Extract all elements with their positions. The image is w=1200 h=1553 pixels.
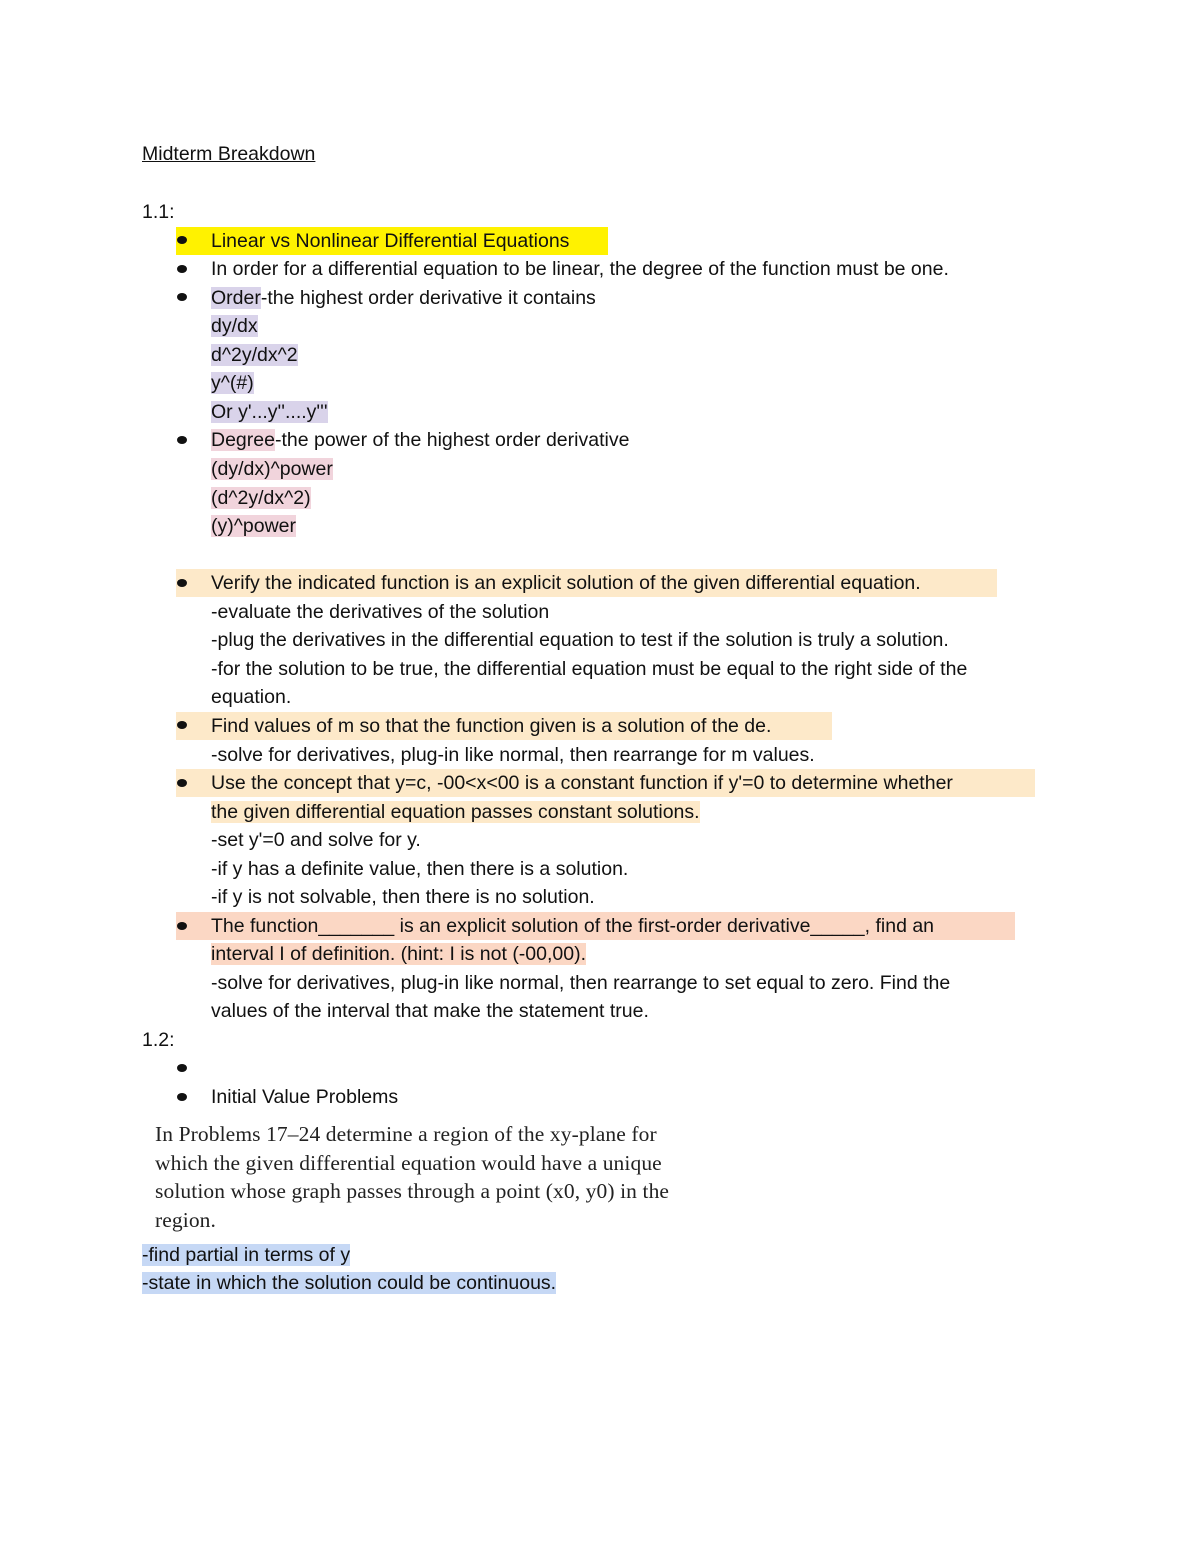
section-heading-1-2: 1.2: [142, 1029, 175, 1051]
degree-example: (y)^power [211, 515, 296, 537]
step-text: -evaluate the derivatives of the solution [211, 601, 550, 623]
excerpt-line: which the given differential equation would have a unique [155, 1150, 662, 1175]
bullet-icon [177, 721, 187, 729]
bullet-constant-solution: Use the concept that y=c, -00<x<00 is a constant function if y'=0 to determine whether [211, 772, 953, 794]
textbook-excerpt [155, 1120, 745, 1235]
step-text: equation. [211, 686, 292, 708]
bullet-linear-condition: In order for a differential equation to be linear, the degree of the function must be one. [211, 258, 949, 280]
order-example: Or y'...y''....y''' [211, 401, 328, 423]
bullet-icon [177, 922, 187, 930]
step-text: -solve for derivatives, plug-in like normal, then rearrange to set equal to zero. Find the [211, 972, 951, 994]
order-example: dy/dx [211, 315, 258, 337]
note-continuous: -state in which the solution could be continuous. [142, 1272, 557, 1294]
section-heading-1-1: 1.1: [142, 201, 175, 223]
bullet-icon [177, 265, 187, 273]
order-example: y^(#) [211, 372, 254, 394]
bullet-interval-definition: The function_______ is an explicit solution of the first-order derivative_____, find an [211, 915, 935, 937]
order-definition: -the highest order derivative it contains [260, 287, 596, 309]
step-text: -for the solution to be true, the differential equation must be equal to the right side of the [211, 658, 968, 680]
step-text: -plug the derivatives in the differential equation to test if the solution is truly a solution. [211, 629, 949, 651]
degree-example: (d^2y/dx^2) [211, 487, 311, 509]
order-term: Order [211, 287, 261, 309]
bullet-initial-value-problems: Initial Value Problems [211, 1086, 399, 1108]
bullet-degree [211, 428, 629, 452]
excerpt-line: In Problems 17–24 determine a region of the xy-plane for [155, 1122, 657, 1146]
degree-term: Degree [211, 429, 275, 451]
bullet-constant-solution-cont: the given differential equation passes constant solutions. [211, 801, 700, 823]
bullet-find-m: Find values of m so that the function given is a solution of the de. [211, 715, 772, 737]
bullet-order [211, 286, 596, 310]
step-text: -solve for derivatives, plug-in like normal, then rearrange for m values. [211, 744, 815, 766]
bullet-verify-solution: Verify the indicated function is an explicit solution of the given differential equation. [211, 572, 921, 594]
step-text: -if y is not solvable, then there is no solution. [211, 886, 595, 908]
page-title: Midterm Breakdown [142, 143, 316, 165]
order-example: d^2y/dx^2 [211, 344, 298, 366]
bullet-icon [177, 1064, 187, 1072]
bullet-icon [177, 579, 187, 587]
note-partial: -find partial in terms of y [142, 1244, 351, 1266]
bullet-icon [177, 779, 187, 787]
bullet-icon [177, 436, 187, 444]
degree-example: (dy/dx)^power [211, 458, 333, 480]
excerpt-line: region. [155, 1208, 217, 1233]
bullet-icon [177, 293, 187, 301]
bullet-icon [177, 236, 187, 244]
bullet-interval-definition-cont: interval I of definition. (hint: I is not (-00,00). [211, 943, 587, 965]
step-text: -if y has a definite value, then there is a solution. [211, 858, 629, 880]
excerpt-line: solution whose graph passes through a point (x0, y0) in the [155, 1179, 670, 1204]
degree-definition: -the power of the highest order derivative [274, 429, 630, 451]
step-text: -set y'=0 and solve for y. [211, 829, 421, 851]
step-text: values of the interval that make the statement true. [211, 1000, 649, 1022]
bullet-linear-vs-nonlinear: Linear vs Nonlinear Differential Equations [211, 230, 570, 252]
bullet-icon [177, 1093, 187, 1101]
